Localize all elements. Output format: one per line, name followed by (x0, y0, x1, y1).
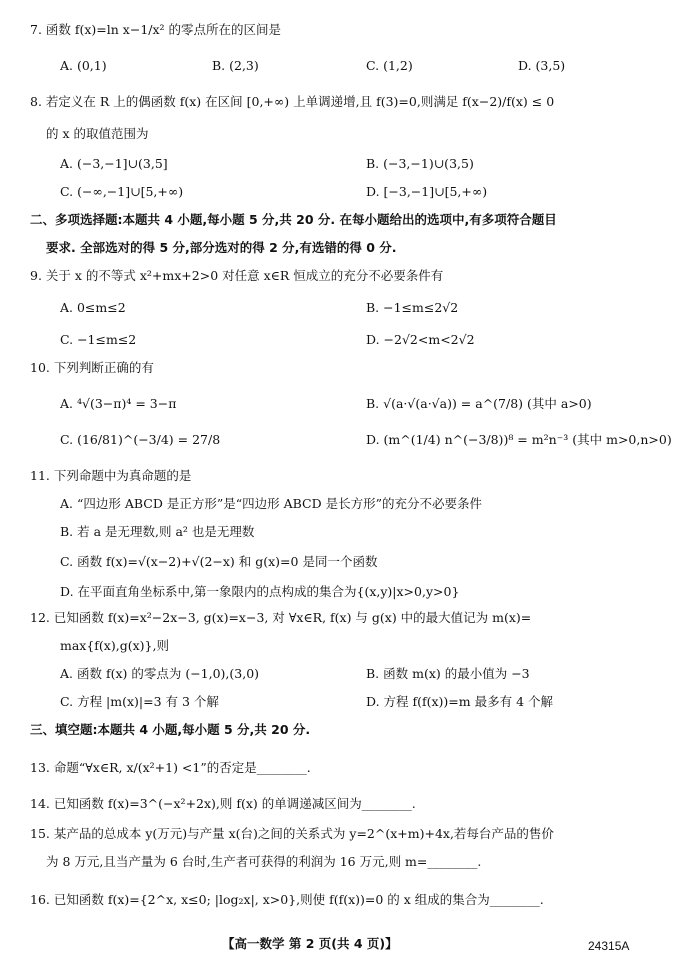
q9-option-a: A. 0≤m≤2 (60, 300, 126, 315)
q9-option-b: B. −1≤m≤2√2 (366, 300, 459, 315)
question-15: 15. 某产品的总成本 y(万元)与产量 x(台)之间的关系式为 y=2^(x+m)+4x,若每台产品的售价 (30, 826, 554, 841)
q7-option-c: C. (1,2) (366, 58, 413, 73)
question-14: 14. 已知函数 f(x)=3^(−x²+2x),则 f(x) 的单调递减区间为________. (30, 796, 416, 811)
q10-option-a: A. ⁴√(3−π)⁴ = 3−π (60, 396, 177, 411)
q12-option-c: C. 方程 |m(x)|=3 有 3 个解 (60, 694, 219, 709)
q7-option-b: B. (2,3) (212, 58, 259, 73)
section-2-heading: 二、多项选择题:本题共 4 小题,每小题 5 分,共 20 分. 在每小题给出的选项中,有多项符合题目 (30, 212, 557, 227)
q11-option-d: D. 在平面直角坐标系中,第一象限内的点构成的集合为{(x,y)|x>0,y>0} (60, 584, 460, 599)
q8-option-d: D. [−3,−1]∪[5,+∞) (366, 184, 488, 199)
q10-option-c: C. (16/81)^(−3/4) = 27/8 (60, 432, 221, 447)
q8-option-c: C. (−∞,−1]∪[5,+∞) (60, 184, 184, 199)
question-10: 10. 下列判断正确的有 (30, 360, 154, 375)
section-3-heading: 三、填空题:本题共 4 小题,每小题 5 分,共 20 分. (30, 722, 311, 737)
question-13: 13. 命题“∀x∈R, x/(x²+1) <1”的否定是________. (30, 760, 311, 775)
q9-option-c: C. −1≤m≤2 (60, 332, 137, 347)
question-9: 9. 关于 x 的不等式 x²+mx+2>0 对任意 x∈R 恒成立的充分不必要条件有 (30, 268, 444, 283)
page-footer-label: 【高一数学 第 2 页(共 4 页)】 (222, 936, 398, 951)
q12-option-b: B. 函数 m(x) 的最小值为 −3 (366, 666, 530, 681)
q7-option-a: A. (0,1) (60, 58, 107, 73)
q8-option-a: A. (−3,−1]∪(3,5] (60, 156, 168, 171)
question-11: 11. 下列命题中为真命题的是 (30, 468, 192, 483)
q11-option-b: B. 若 a 是无理数,则 a² 也是无理数 (60, 524, 255, 539)
q11-option-c: C. 函数 f(x)=√(x−2)+√(2−x) 和 g(x)=0 是同一个函数 (60, 554, 378, 569)
q10-option-b: B. √(a·√(a·√a)) = a^(7/8) (其中 a>0) (366, 396, 592, 411)
q12-option-d: D. 方程 f(f(x))=m 最多有 4 个解 (366, 694, 554, 709)
question-7: 7. 函数 f(x)=ln x−1/x² 的零点所在的区间是 (30, 22, 282, 37)
question-12-cont: max{f(x),g(x)},则 (60, 638, 169, 653)
q8-option-b: B. (−3,−1)∪(3,5) (366, 156, 474, 171)
section-2-heading-cont: 要求. 全部选对的得 5 分,部分选对的得 2 分,有选错的得 0 分. (46, 240, 397, 255)
q11-option-a: A. “四边形 ABCD 是正方形”是“四边形 ABCD 是长方形”的充分不必要条件 (60, 496, 482, 511)
q10-option-d: D. (m^(1/4) n^(−3/8))⁸ = m²n⁻³ (其中 m>0,n>0) (366, 432, 672, 447)
q12-option-a: A. 函数 f(x) 的零点为 (−1,0),(3,0) (60, 666, 260, 681)
question-15-cont: 为 8 万元,且当产量为 6 台时,生产者可获得的利润为 16 万元,则 m=________. (46, 854, 482, 869)
q9-option-d: D. −2√2<m<2√2 (366, 332, 475, 347)
question-8: 8. 若定义在 R 上的偶函数 f(x) 在区间 [0,+∞) 上单调递增,且 f(3)=0,则满足 f(x−2)/f(x) ≤ 0 (30, 94, 555, 109)
question-16: 16. 已知函数 f(x)={2^x, x≤0; |log₂x|, x>0},则使 f(f(x))=0 的 x 组成的集合为________. (30, 892, 544, 907)
exam-code: 24315A (588, 939, 630, 953)
q7-option-d: D. (3,5) (518, 58, 566, 73)
question-12: 12. 已知函数 f(x)=x²−2x−3, g(x)=x−3, 对 ∀x∈R, f(x) 与 g(x) 中的最大值记为 m(x)= (30, 610, 532, 625)
question-8-cont: 的 x 的取值范围为 (46, 126, 149, 141)
